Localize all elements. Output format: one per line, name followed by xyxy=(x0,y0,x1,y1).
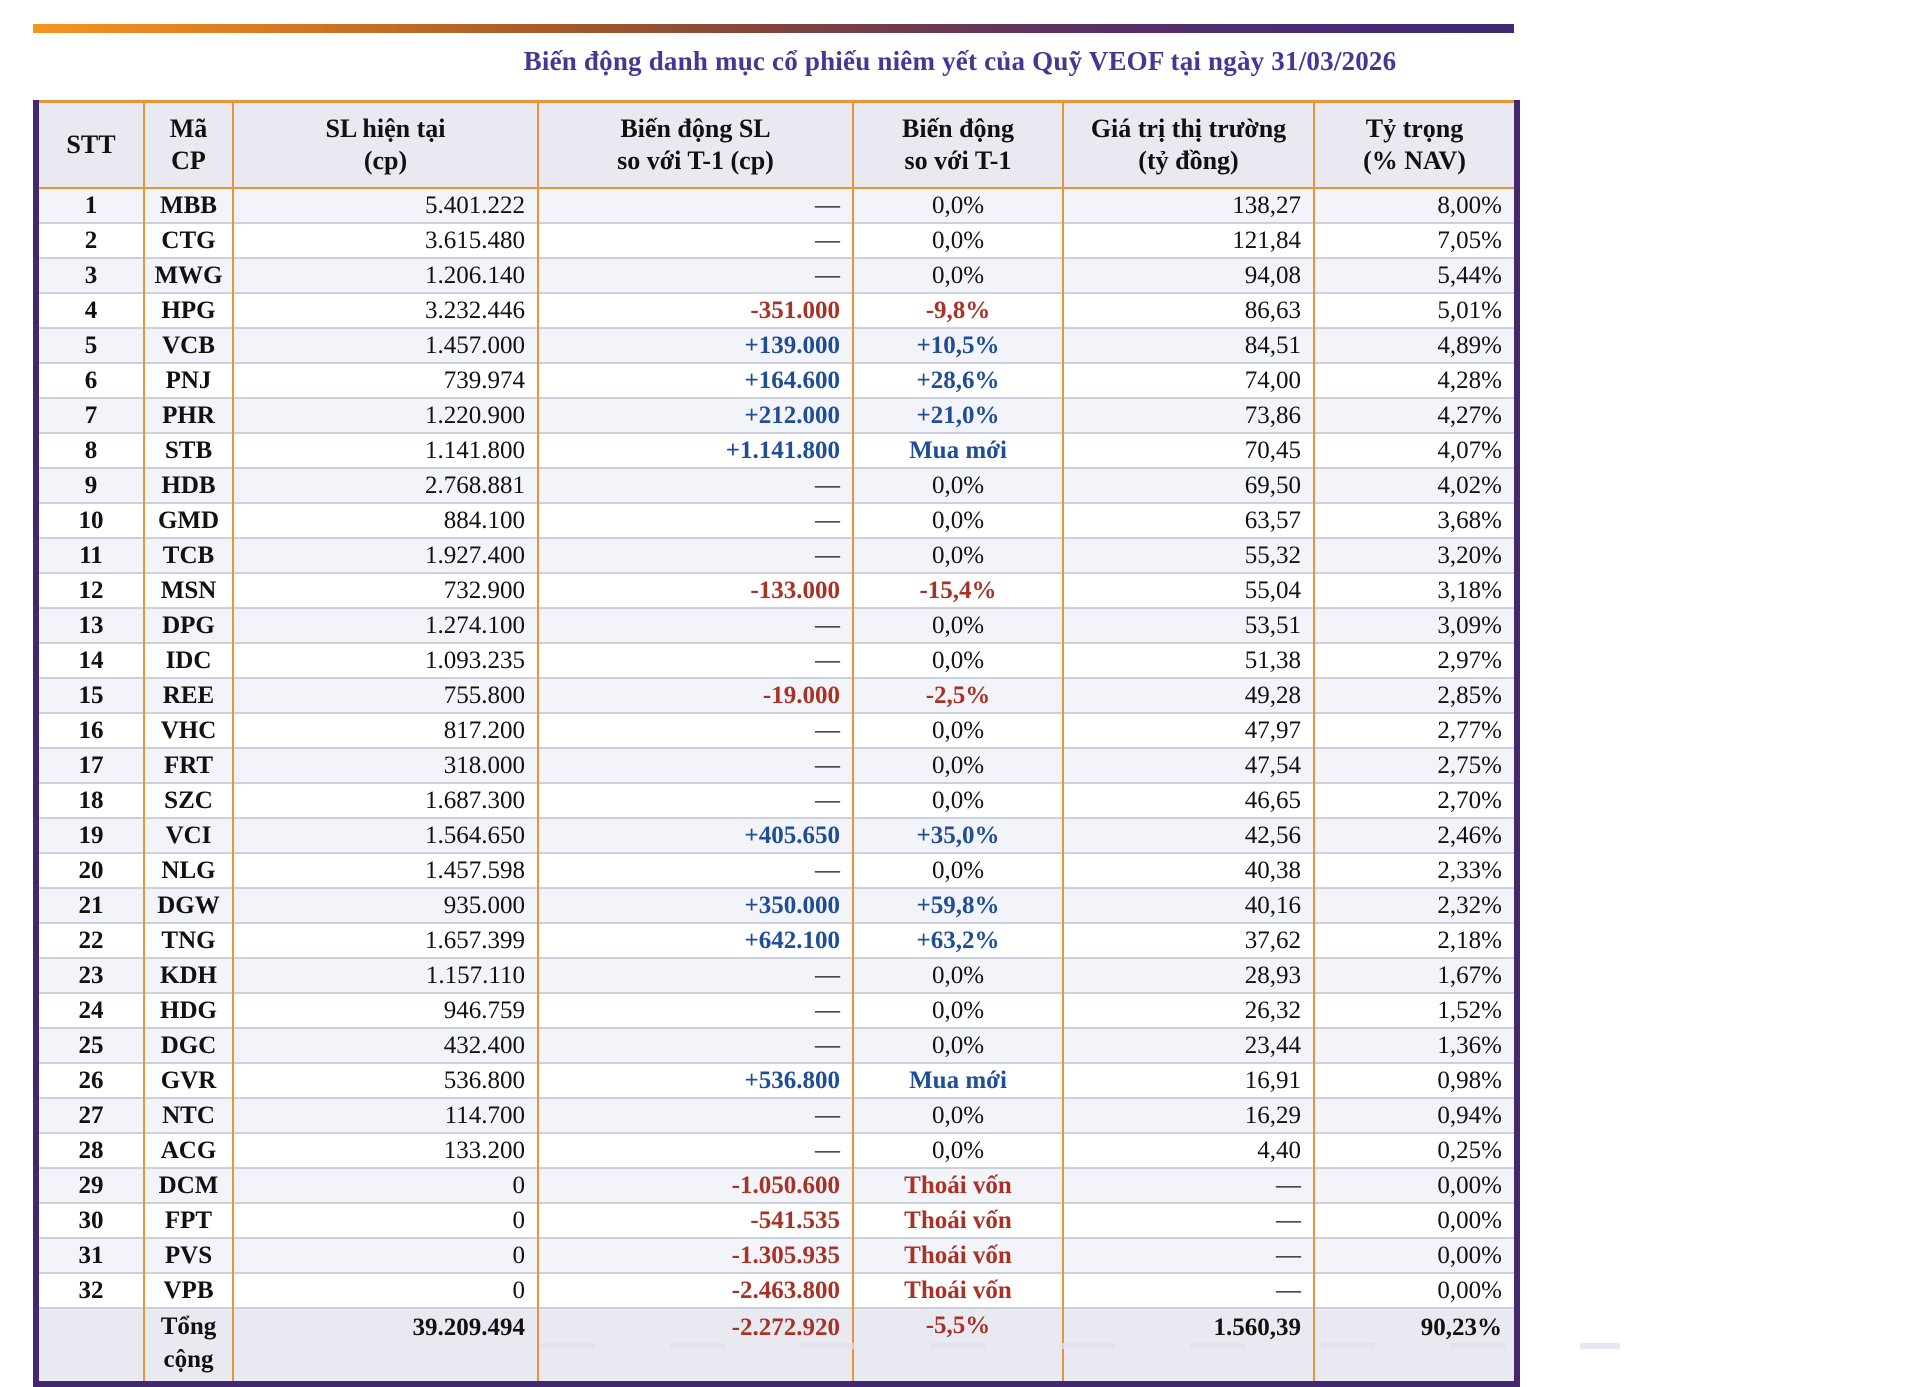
cell-market-value: 63,57 xyxy=(1063,503,1314,538)
cell-qty: 1.093.235 xyxy=(233,643,538,678)
cell-qty-change: +1.141.800 xyxy=(538,433,853,468)
cell-market-value: 55,04 xyxy=(1063,573,1314,608)
cell-market-value: 46,65 xyxy=(1063,783,1314,818)
cell-pct-change: 0,0% xyxy=(853,783,1063,818)
cell-stt: 23 xyxy=(36,958,144,993)
cell-pct-change: +28,6% xyxy=(853,363,1063,398)
table-row xyxy=(36,188,1517,223)
table-row xyxy=(36,363,1517,398)
cell-pct-change: 0,0% xyxy=(853,853,1063,888)
cell-weight: 5,44% xyxy=(1314,258,1517,293)
cell-stt: 1 xyxy=(36,188,144,223)
cell-market-value: 47,97 xyxy=(1063,713,1314,748)
portfolio-table xyxy=(33,100,1520,1387)
cell-qty: 3.232.446 xyxy=(233,293,538,328)
cell-pct-change: +63,2% xyxy=(853,923,1063,958)
cell-code: GMD xyxy=(144,503,233,538)
top-gradient-bar xyxy=(33,24,1514,33)
cell-stt: 2 xyxy=(36,223,144,258)
col-header-stt: STT xyxy=(36,102,144,189)
table-row xyxy=(36,853,1517,888)
cell-stt: 3 xyxy=(36,258,144,293)
cell-stt: 5 xyxy=(36,328,144,363)
cell-market-value: 74,00 xyxy=(1063,363,1314,398)
table-row xyxy=(36,1203,1517,1238)
table-row xyxy=(36,993,1517,1028)
cell-stt: 28 xyxy=(36,1133,144,1168)
table-row xyxy=(36,328,1517,363)
cell-stt: 30 xyxy=(36,1203,144,1238)
cell-weight: 2,97% xyxy=(1314,643,1517,678)
cell-market-value: — xyxy=(1063,1168,1314,1203)
cell-code: GVR xyxy=(144,1063,233,1098)
table-row xyxy=(36,293,1517,328)
cell-qty-change: — xyxy=(538,993,853,1028)
cell-code: IDC xyxy=(144,643,233,678)
cell-stt: 4 xyxy=(36,293,144,328)
cell-qty-change: — xyxy=(538,503,853,538)
cell-qty: 1.274.100 xyxy=(233,608,538,643)
table-row xyxy=(36,468,1517,503)
cell-stt: 19 xyxy=(36,818,144,853)
cell-qty-change: -1.305.935 xyxy=(538,1238,853,1273)
cell-market-value: 55,32 xyxy=(1063,538,1314,573)
cell-qty: 884.100 xyxy=(233,503,538,538)
cell-stt: 31 xyxy=(36,1238,144,1273)
cell-market-value: — xyxy=(1063,1238,1314,1273)
cell-pct-change: +35,0% xyxy=(853,818,1063,853)
cell-qty: 0 xyxy=(233,1168,538,1203)
cell-market-value: 53,51 xyxy=(1063,608,1314,643)
table-row xyxy=(36,1063,1517,1098)
cell-pct-change: Thoái vốn xyxy=(853,1238,1063,1273)
cell-code: ACG xyxy=(144,1133,233,1168)
total-weight: 90,23% xyxy=(1314,1308,1517,1384)
cell-qty-change: -1.050.600 xyxy=(538,1168,853,1203)
cell-qty: 817.200 xyxy=(233,713,538,748)
cell-code: NLG xyxy=(144,853,233,888)
cell-weight: 4,02% xyxy=(1314,468,1517,503)
cell-qty-change: — xyxy=(538,643,853,678)
cell-market-value: 16,91 xyxy=(1063,1063,1314,1098)
cell-qty: 432.400 xyxy=(233,1028,538,1063)
cell-pct-change: Mua mới xyxy=(853,433,1063,468)
cell-weight: 2,85% xyxy=(1314,678,1517,713)
col-header-qty-change: Biến động SL so với T-1 (cp) xyxy=(538,102,853,189)
cell-qty-change: — xyxy=(538,608,853,643)
cell-code: REE xyxy=(144,678,233,713)
total-qty: 39.209.494 xyxy=(233,1308,538,1384)
cell-market-value: 16,29 xyxy=(1063,1098,1314,1133)
cell-qty: 5.401.222 xyxy=(233,188,538,223)
cell-qty-change: — xyxy=(538,748,853,783)
cell-qty: 1.687.300 xyxy=(233,783,538,818)
cell-pct-change: Thoái vốn xyxy=(853,1203,1063,1238)
cell-pct-change: 0,0% xyxy=(853,993,1063,1028)
cell-code: DGC xyxy=(144,1028,233,1063)
cell-weight: 2,32% xyxy=(1314,888,1517,923)
cell-stt: 12 xyxy=(36,573,144,608)
cell-pct-change: 0,0% xyxy=(853,258,1063,293)
cell-pct-change: Thoái vốn xyxy=(853,1168,1063,1203)
cell-qty-change: — xyxy=(538,1133,853,1168)
cell-market-value: 40,38 xyxy=(1063,853,1314,888)
cell-pct-change: 0,0% xyxy=(853,1028,1063,1063)
cell-qty-change: — xyxy=(538,958,853,993)
cell-qty: 318.000 xyxy=(233,748,538,783)
table-row xyxy=(36,608,1517,643)
cell-pct-change: 0,0% xyxy=(853,503,1063,538)
cell-weight: 0,00% xyxy=(1314,1168,1517,1203)
cell-market-value: 23,44 xyxy=(1063,1028,1314,1063)
cell-pct-change: 0,0% xyxy=(853,713,1063,748)
cell-stt: 16 xyxy=(36,713,144,748)
cell-code: PNJ xyxy=(144,363,233,398)
cell-market-value: 86,63 xyxy=(1063,293,1314,328)
cell-stt: 10 xyxy=(36,503,144,538)
cell-stt: 7 xyxy=(36,398,144,433)
table-row xyxy=(36,1028,1517,1063)
cell-stt: 14 xyxy=(36,643,144,678)
cell-qty: 114.700 xyxy=(233,1098,538,1133)
cell-market-value: — xyxy=(1063,1273,1314,1308)
cell-weight: 8,00% xyxy=(1314,188,1517,223)
cell-stt: 32 xyxy=(36,1273,144,1308)
cutoff-next-line xyxy=(540,1343,1620,1349)
cell-weight: 3,20% xyxy=(1314,538,1517,573)
cell-qty-change: +212.000 xyxy=(538,398,853,433)
cell-stt: 9 xyxy=(36,468,144,503)
total-label: Tổng cộng xyxy=(144,1308,233,1384)
cell-qty-change: +350.000 xyxy=(538,888,853,923)
cell-market-value: 84,51 xyxy=(1063,328,1314,363)
cell-stt: 29 xyxy=(36,1168,144,1203)
cell-qty-change: — xyxy=(538,1028,853,1063)
cell-qty: 732.900 xyxy=(233,573,538,608)
cell-code: SZC xyxy=(144,783,233,818)
table-row xyxy=(36,1168,1517,1203)
col-header-weight: Tỷ trọng (% NAV) xyxy=(1314,102,1517,189)
cell-pct-change: Mua mới xyxy=(853,1063,1063,1098)
cell-weight: 2,46% xyxy=(1314,818,1517,853)
cell-qty-change: +405.650 xyxy=(538,818,853,853)
cell-qty-change: — xyxy=(538,783,853,818)
cell-code: STB xyxy=(144,433,233,468)
cell-stt: 21 xyxy=(36,888,144,923)
cell-code: HDB xyxy=(144,468,233,503)
cell-code: HDG xyxy=(144,993,233,1028)
table-row xyxy=(36,643,1517,678)
cell-pct-change: -15,4% xyxy=(853,573,1063,608)
cell-pct-change: +10,5% xyxy=(853,328,1063,363)
cell-qty-change: — xyxy=(538,258,853,293)
cell-code: MBB xyxy=(144,188,233,223)
cell-stt: 6 xyxy=(36,363,144,398)
cell-weight: 3,68% xyxy=(1314,503,1517,538)
cell-qty: 1.457.000 xyxy=(233,328,538,363)
cell-weight: 3,09% xyxy=(1314,608,1517,643)
cell-qty: 1.141.800 xyxy=(233,433,538,468)
cell-weight: 0,25% xyxy=(1314,1133,1517,1168)
table-header-row xyxy=(36,102,1517,189)
cell-code: DCM xyxy=(144,1168,233,1203)
cell-stt: 22 xyxy=(36,923,144,958)
cell-weight: 0,00% xyxy=(1314,1238,1517,1273)
col-header-market-value: Giá trị thị trường (tỷ đồng) xyxy=(1063,102,1314,189)
cell-qty-change: — xyxy=(538,713,853,748)
cell-weight: 1,36% xyxy=(1314,1028,1517,1063)
cell-qty: 946.759 xyxy=(233,993,538,1028)
cell-weight: 7,05% xyxy=(1314,223,1517,258)
total-qty-change: -2.272.920 xyxy=(538,1308,853,1384)
cell-qty-change: — xyxy=(538,853,853,888)
cell-code: DGW xyxy=(144,888,233,923)
cell-code: MWG xyxy=(144,258,233,293)
cell-pct-change: Thoái vốn xyxy=(853,1273,1063,1308)
cell-qty: 739.974 xyxy=(233,363,538,398)
table-row xyxy=(36,818,1517,853)
total-empty-cell xyxy=(36,1308,144,1384)
cell-qty-change: — xyxy=(538,223,853,258)
cell-weight: 2,75% xyxy=(1314,748,1517,783)
cell-qty: 133.200 xyxy=(233,1133,538,1168)
cell-qty: 935.000 xyxy=(233,888,538,923)
cell-qty: 536.800 xyxy=(233,1063,538,1098)
cell-code: VHC xyxy=(144,713,233,748)
cell-weight: 4,89% xyxy=(1314,328,1517,363)
cell-weight: 1,67% xyxy=(1314,958,1517,993)
table-row xyxy=(36,398,1517,433)
cell-qty-change: +164.600 xyxy=(538,363,853,398)
cell-qty-change: -351.000 xyxy=(538,293,853,328)
cell-code: FPT xyxy=(144,1203,233,1238)
cell-stt: 25 xyxy=(36,1028,144,1063)
cell-market-value: 51,38 xyxy=(1063,643,1314,678)
cell-qty-change: -2.463.800 xyxy=(538,1273,853,1308)
cell-market-value: 49,28 xyxy=(1063,678,1314,713)
cell-market-value: 40,16 xyxy=(1063,888,1314,923)
table-row xyxy=(36,783,1517,818)
table-row xyxy=(36,1273,1517,1308)
cell-market-value: 73,86 xyxy=(1063,398,1314,433)
cell-code: NTC xyxy=(144,1098,233,1133)
cell-code: MSN xyxy=(144,573,233,608)
cell-weight: 2,33% xyxy=(1314,853,1517,888)
cell-weight: 2,77% xyxy=(1314,713,1517,748)
table-row xyxy=(36,433,1517,468)
cell-pct-change: 0,0% xyxy=(853,188,1063,223)
table-row xyxy=(36,678,1517,713)
cell-weight: 4,07% xyxy=(1314,433,1517,468)
cell-pct-change: +59,8% xyxy=(853,888,1063,923)
col-header-pct-change: Biến động so với T-1 xyxy=(853,102,1063,189)
cell-weight: 0,00% xyxy=(1314,1273,1517,1308)
cell-code: TNG xyxy=(144,923,233,958)
cell-pct-change: 0,0% xyxy=(853,608,1063,643)
cell-market-value: 42,56 xyxy=(1063,818,1314,853)
cell-qty: 0 xyxy=(233,1273,538,1308)
cell-qty-change: -541.535 xyxy=(538,1203,853,1238)
cell-code: PHR xyxy=(144,398,233,433)
cell-stt: 20 xyxy=(36,853,144,888)
cell-code: KDH xyxy=(144,958,233,993)
cell-weight: 5,01% xyxy=(1314,293,1517,328)
table-row xyxy=(36,713,1517,748)
cell-code: VPB xyxy=(144,1273,233,1308)
col-header-code: Mã CP xyxy=(144,102,233,189)
cell-stt: 11 xyxy=(36,538,144,573)
cell-pct-change: 0,0% xyxy=(853,748,1063,783)
cell-code: TCB xyxy=(144,538,233,573)
cell-code: DPG xyxy=(144,608,233,643)
table-row xyxy=(36,748,1517,783)
page-title: Biến động danh mục cổ phiếu niêm yết của Quỹ VEOF tại ngày 31/03/2026 xyxy=(523,46,1397,76)
total-pct-change: -5,5% xyxy=(853,1308,1063,1384)
cell-qty: 1.564.650 xyxy=(233,818,538,853)
cell-weight: 2,70% xyxy=(1314,783,1517,818)
cell-qty: 1.157.110 xyxy=(233,958,538,993)
cell-pct-change: 0,0% xyxy=(853,1133,1063,1168)
cell-weight: 4,27% xyxy=(1314,398,1517,433)
table-row xyxy=(36,958,1517,993)
cell-pct-change: 0,0% xyxy=(853,223,1063,258)
cell-weight: 3,18% xyxy=(1314,573,1517,608)
cell-market-value: 26,32 xyxy=(1063,993,1314,1028)
cell-qty-change: +642.100 xyxy=(538,923,853,958)
cell-code: VCB xyxy=(144,328,233,363)
cell-qty: 1.927.400 xyxy=(233,538,538,573)
cell-qty: 1.657.399 xyxy=(233,923,538,958)
cell-stt: 8 xyxy=(36,433,144,468)
cell-market-value: 37,62 xyxy=(1063,923,1314,958)
cell-qty-change: -19.000 xyxy=(538,678,853,713)
table-row xyxy=(36,1238,1517,1273)
cell-weight: 4,28% xyxy=(1314,363,1517,398)
table-row xyxy=(36,923,1517,958)
cell-pct-change: 0,0% xyxy=(853,643,1063,678)
cell-stt: 24 xyxy=(36,993,144,1028)
cell-qty: 755.800 xyxy=(233,678,538,713)
table-row xyxy=(36,538,1517,573)
cell-market-value: 4,40 xyxy=(1063,1133,1314,1168)
cell-pct-change: 0,0% xyxy=(853,468,1063,503)
col-header-qty: SL hiện tại (cp) xyxy=(233,102,538,189)
cell-pct-change: +21,0% xyxy=(853,398,1063,433)
cell-qty: 1.206.140 xyxy=(233,258,538,293)
table-row xyxy=(36,223,1517,258)
cell-stt: 17 xyxy=(36,748,144,783)
cell-market-value: 70,45 xyxy=(1063,433,1314,468)
cell-market-value: 69,50 xyxy=(1063,468,1314,503)
cell-qty-change: — xyxy=(538,1098,853,1133)
cell-stt: 27 xyxy=(36,1098,144,1133)
table-row xyxy=(36,258,1517,293)
cell-market-value: 28,93 xyxy=(1063,958,1314,993)
cell-qty: 1.457.598 xyxy=(233,853,538,888)
cell-qty-change: — xyxy=(538,468,853,503)
cell-code: VCI xyxy=(144,818,233,853)
cell-stt: 26 xyxy=(36,1063,144,1098)
table-row xyxy=(36,1098,1517,1133)
table-row xyxy=(36,1133,1517,1168)
cell-code: CTG xyxy=(144,223,233,258)
cell-qty: 3.615.480 xyxy=(233,223,538,258)
cell-weight: 0,00% xyxy=(1314,1203,1517,1238)
cell-market-value: — xyxy=(1063,1203,1314,1238)
cell-code: HPG xyxy=(144,293,233,328)
cell-market-value: 47,54 xyxy=(1063,748,1314,783)
cell-market-value: 94,08 xyxy=(1063,258,1314,293)
cell-qty-change: +536.800 xyxy=(538,1063,853,1098)
cell-qty-change: — xyxy=(538,538,853,573)
table-row xyxy=(36,573,1517,608)
cell-qty: 1.220.900 xyxy=(233,398,538,433)
cell-market-value: 138,27 xyxy=(1063,188,1314,223)
cell-weight: 2,18% xyxy=(1314,923,1517,958)
cell-weight: 0,94% xyxy=(1314,1098,1517,1133)
cell-weight: 0,98% xyxy=(1314,1063,1517,1098)
table-body xyxy=(36,188,1517,1308)
table-row xyxy=(36,503,1517,538)
cell-qty: 0 xyxy=(233,1238,538,1273)
cell-pct-change: -9,8% xyxy=(853,293,1063,328)
cell-pct-change: 0,0% xyxy=(853,958,1063,993)
cell-qty-change: — xyxy=(538,188,853,223)
cell-pct-change: 0,0% xyxy=(853,1098,1063,1133)
portfolio-table-wrap xyxy=(33,100,1520,1387)
cell-weight: 1,52% xyxy=(1314,993,1517,1028)
cell-pct-change: 0,0% xyxy=(853,538,1063,573)
cell-market-value: 121,84 xyxy=(1063,223,1314,258)
cell-code: PVS xyxy=(144,1238,233,1273)
cell-qty: 2.768.881 xyxy=(233,468,538,503)
cell-stt: 18 xyxy=(36,783,144,818)
cell-qty: 0 xyxy=(233,1203,538,1238)
total-market-value: 1.560,39 xyxy=(1063,1308,1314,1384)
cell-stt: 15 xyxy=(36,678,144,713)
cell-qty-change: +139.000 xyxy=(538,328,853,363)
table-row xyxy=(36,888,1517,923)
cell-pct-change: -2,5% xyxy=(853,678,1063,713)
cell-code: FRT xyxy=(144,748,233,783)
cell-stt: 13 xyxy=(36,608,144,643)
cell-qty-change: -133.000 xyxy=(538,573,853,608)
